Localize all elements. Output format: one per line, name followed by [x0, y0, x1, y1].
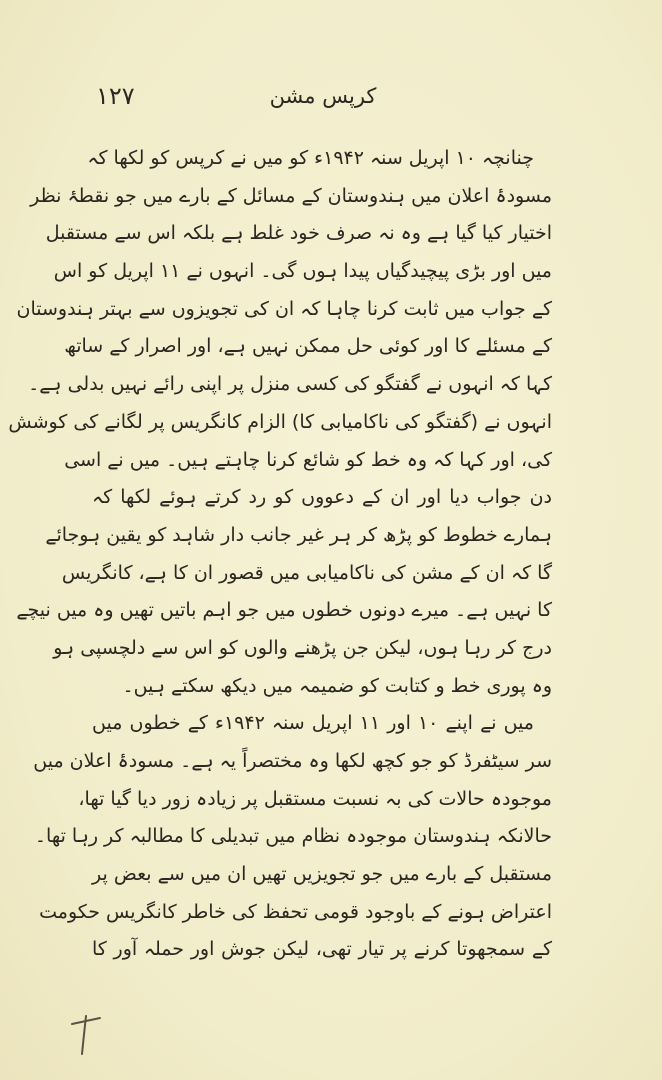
page-number: ١٢٧	[96, 82, 135, 110]
text-line: چنانچہ ۱۰ اپریل سنہ ۱۹۴۲ء کو میں نے کرپس کو لکھا کہ	[87, 147, 534, 169]
text-line: میں نے اپنے ۱۰ اور ۱۱ اپریل سنہ ۱۹۴۲ء کے خطوں میں	[92, 712, 534, 735]
text-line: کی، اور کہا کہ وہ خط کو شائع کرنا چاہتے ہیں۔ میں نے اسی	[64, 448, 552, 471]
text-line: ہمارے خطوط کو پڑھ کر ہر غیر جانب دار شاہد کو یقین ہوجائے	[45, 523, 552, 546]
text-line: وہ پوری خط و کتابت کو ضمیمہ میں دیکھ سکتے ہیں۔	[122, 674, 552, 697]
text-line: مسودۂ اعلان میں ہندوستان کے مسائل کے بارے میں جو نقطۂ نظر	[30, 184, 552, 207]
text-line: کے مسئلے کا اور کوئی حل ممکن نہیں ہے، اور اصرار کے ساتھ	[64, 335, 552, 358]
text-line: انہوں نے (گفتگو کی ناکامیابی کا) الزام کانگریس پر لگانے کی کوشش	[8, 410, 552, 433]
body-text	[8, 140, 552, 969]
text-line: موجودہ حالات کی بہ نسبت مستقبل پر زیادہ زور دیا گیا تھا،	[78, 787, 552, 810]
text-line: دن جواب دیا اور ان کے دعووں کو رد کرتے ہوئے لکھا کہ	[92, 486, 552, 509]
text-line: کے جواب میں ثابت کرنا چاہا کہ ان کی تجویزوں سے بہتر ہندوستان	[16, 297, 552, 320]
text-line: گا کہ ان کے مشن کی ناکامیابی میں قصور ان کا ہے، کانگریس	[61, 561, 552, 584]
text-line: سر سیٹفرڈ کو جو کچھ لکھا وہ مختصراً یہ ہے۔ مسودۂ اعلان میں	[33, 750, 552, 772]
text-line: حالانکہ ہندوستان موجودہ نظام میں تبدیلی کا مطالبہ کر رہا تھا۔	[34, 825, 552, 848]
text-line: درج کر رہا ہوں، لیکن جن پڑھنے والوں کو اس سے دلچسپی ہو	[53, 636, 552, 659]
text-line: کہا کہ انہوں نے گفتگو کی کسی منزل پر اپنی رائے نہیں بدلی ہے۔	[28, 373, 552, 396]
text-line: اعتراض ہونے کے باوجود قومی تحفظ کی خاطر کانگریس حکومت	[39, 900, 552, 923]
page-header	[96, 82, 550, 122]
text-line: کا نہیں ہے۔ میرے دونوں خطوں میں جو اہم باتیں تھیں وہ میں نیچے	[16, 599, 552, 622]
text-line: اختیار کیا گیا ہے وہ نہ صرف خود غلط ہے بلکہ اس سے مستقبل	[45, 222, 552, 245]
running-title: کرپس مشن	[269, 84, 377, 108]
text-line: کے سمجھوتا کرنے پر تیار تھی، لیکن جوش اور حملہ آور کا	[92, 938, 552, 961]
text-line: میں اور بڑی پیچیدگیاں پیدا ہوں گی۔ انہوں نے ۱۱ اپریل کو اس	[53, 260, 552, 283]
text-line: مستقبل کے بارے میں جو تجویزیں تھیں ان میں سے بعض پر	[92, 863, 552, 886]
handwritten-mark-icon	[66, 1012, 106, 1058]
